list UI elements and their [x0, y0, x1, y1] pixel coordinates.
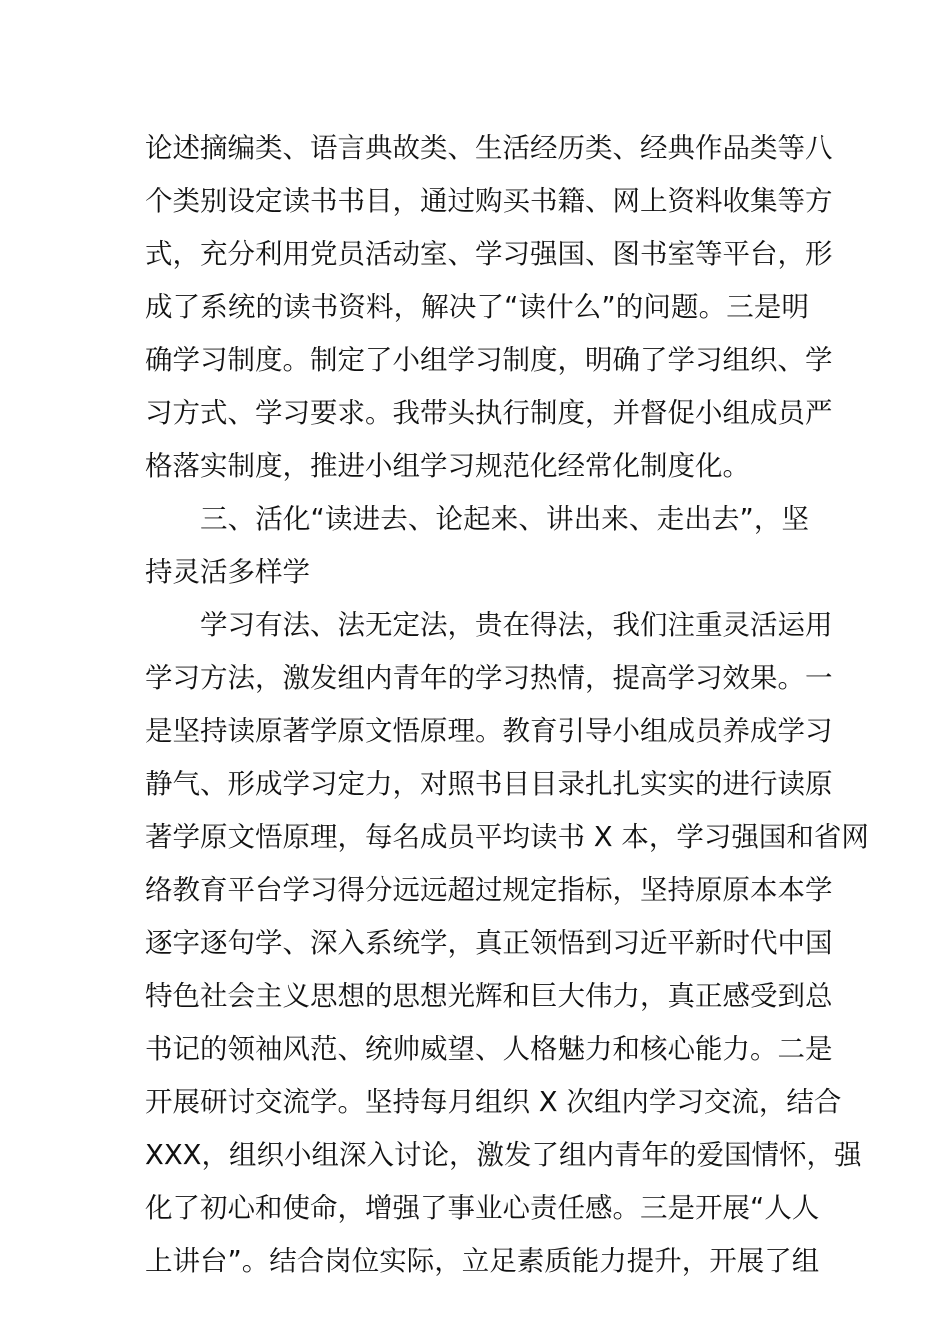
- text-line: 上讲台”。结合岗位实际，立足素质能力提升，开展了组: [145, 1245, 820, 1277]
- text-line: 格落实制度，推进小组学习规范化经常化制度化。: [145, 450, 750, 482]
- text-line: 成了系统的读书资料，解决了“读什么”的问题。三是明: [145, 291, 809, 323]
- text-line: 络教育平台学习得分远远超过规定指标，坚持原原本本学: [145, 874, 833, 906]
- text-line: 书记的领袖风范、统帅威望、人格魅力和核心能力。二是: [145, 1033, 833, 1065]
- document-body: [145, 122, 869, 1288]
- section-heading-line: 三、活化“读进去、论起来、讲出来、走出去”，坚: [200, 503, 809, 535]
- section-heading-line: 持灵活多样学: [145, 556, 310, 588]
- text-line: 开展研讨交流学。坚持每月组织 X 次组内学习交流，结合: [145, 1086, 842, 1118]
- text-line: XXX，组织小组深入讨论，激发了组内青年的爱国情怀，强: [145, 1139, 862, 1171]
- text-line: 个类别设定读书书目，通过购买书籍、网上资料收集等方: [145, 185, 833, 217]
- text-line: 是坚持读原著学原文悟原理。教育引导小组成员养成学习: [145, 715, 833, 747]
- text-line: 学习有法、法无定法，贵在得法，我们注重灵活运用: [200, 609, 833, 641]
- text-line: 化了初心和使命，增强了事业心责任感。三是开展“人人: [145, 1192, 820, 1224]
- text-line: 习方式、学习要求。我带头执行制度，并督促小组成员严: [145, 397, 833, 429]
- text-line: 逐字逐句学、深入系统学，真正领悟到习近平新时代中国: [145, 927, 833, 959]
- text-line: 著学原文悟原理，每名成员平均读书 X 本，学习强国和省网: [145, 821, 869, 853]
- text-line: 确学习制度。制定了小组学习制度，明确了学习组织、学: [145, 344, 833, 376]
- text-line: 特色社会主义思想的思想光辉和巨大伟力，真正感受到总: [145, 980, 833, 1012]
- text-line: 学习方法，激发组内青年的学习热情，提高学习效果。一: [145, 662, 833, 694]
- text-line: 静气、形成学习定力，对照书目目录扎扎实实的进行读原: [145, 768, 833, 800]
- text-line: 式，充分利用党员活动室、学习强国、图书室等平台，形: [145, 238, 833, 270]
- text-line: 论述摘编类、语言典故类、生活经历类、经典作品类等八: [145, 132, 833, 164]
